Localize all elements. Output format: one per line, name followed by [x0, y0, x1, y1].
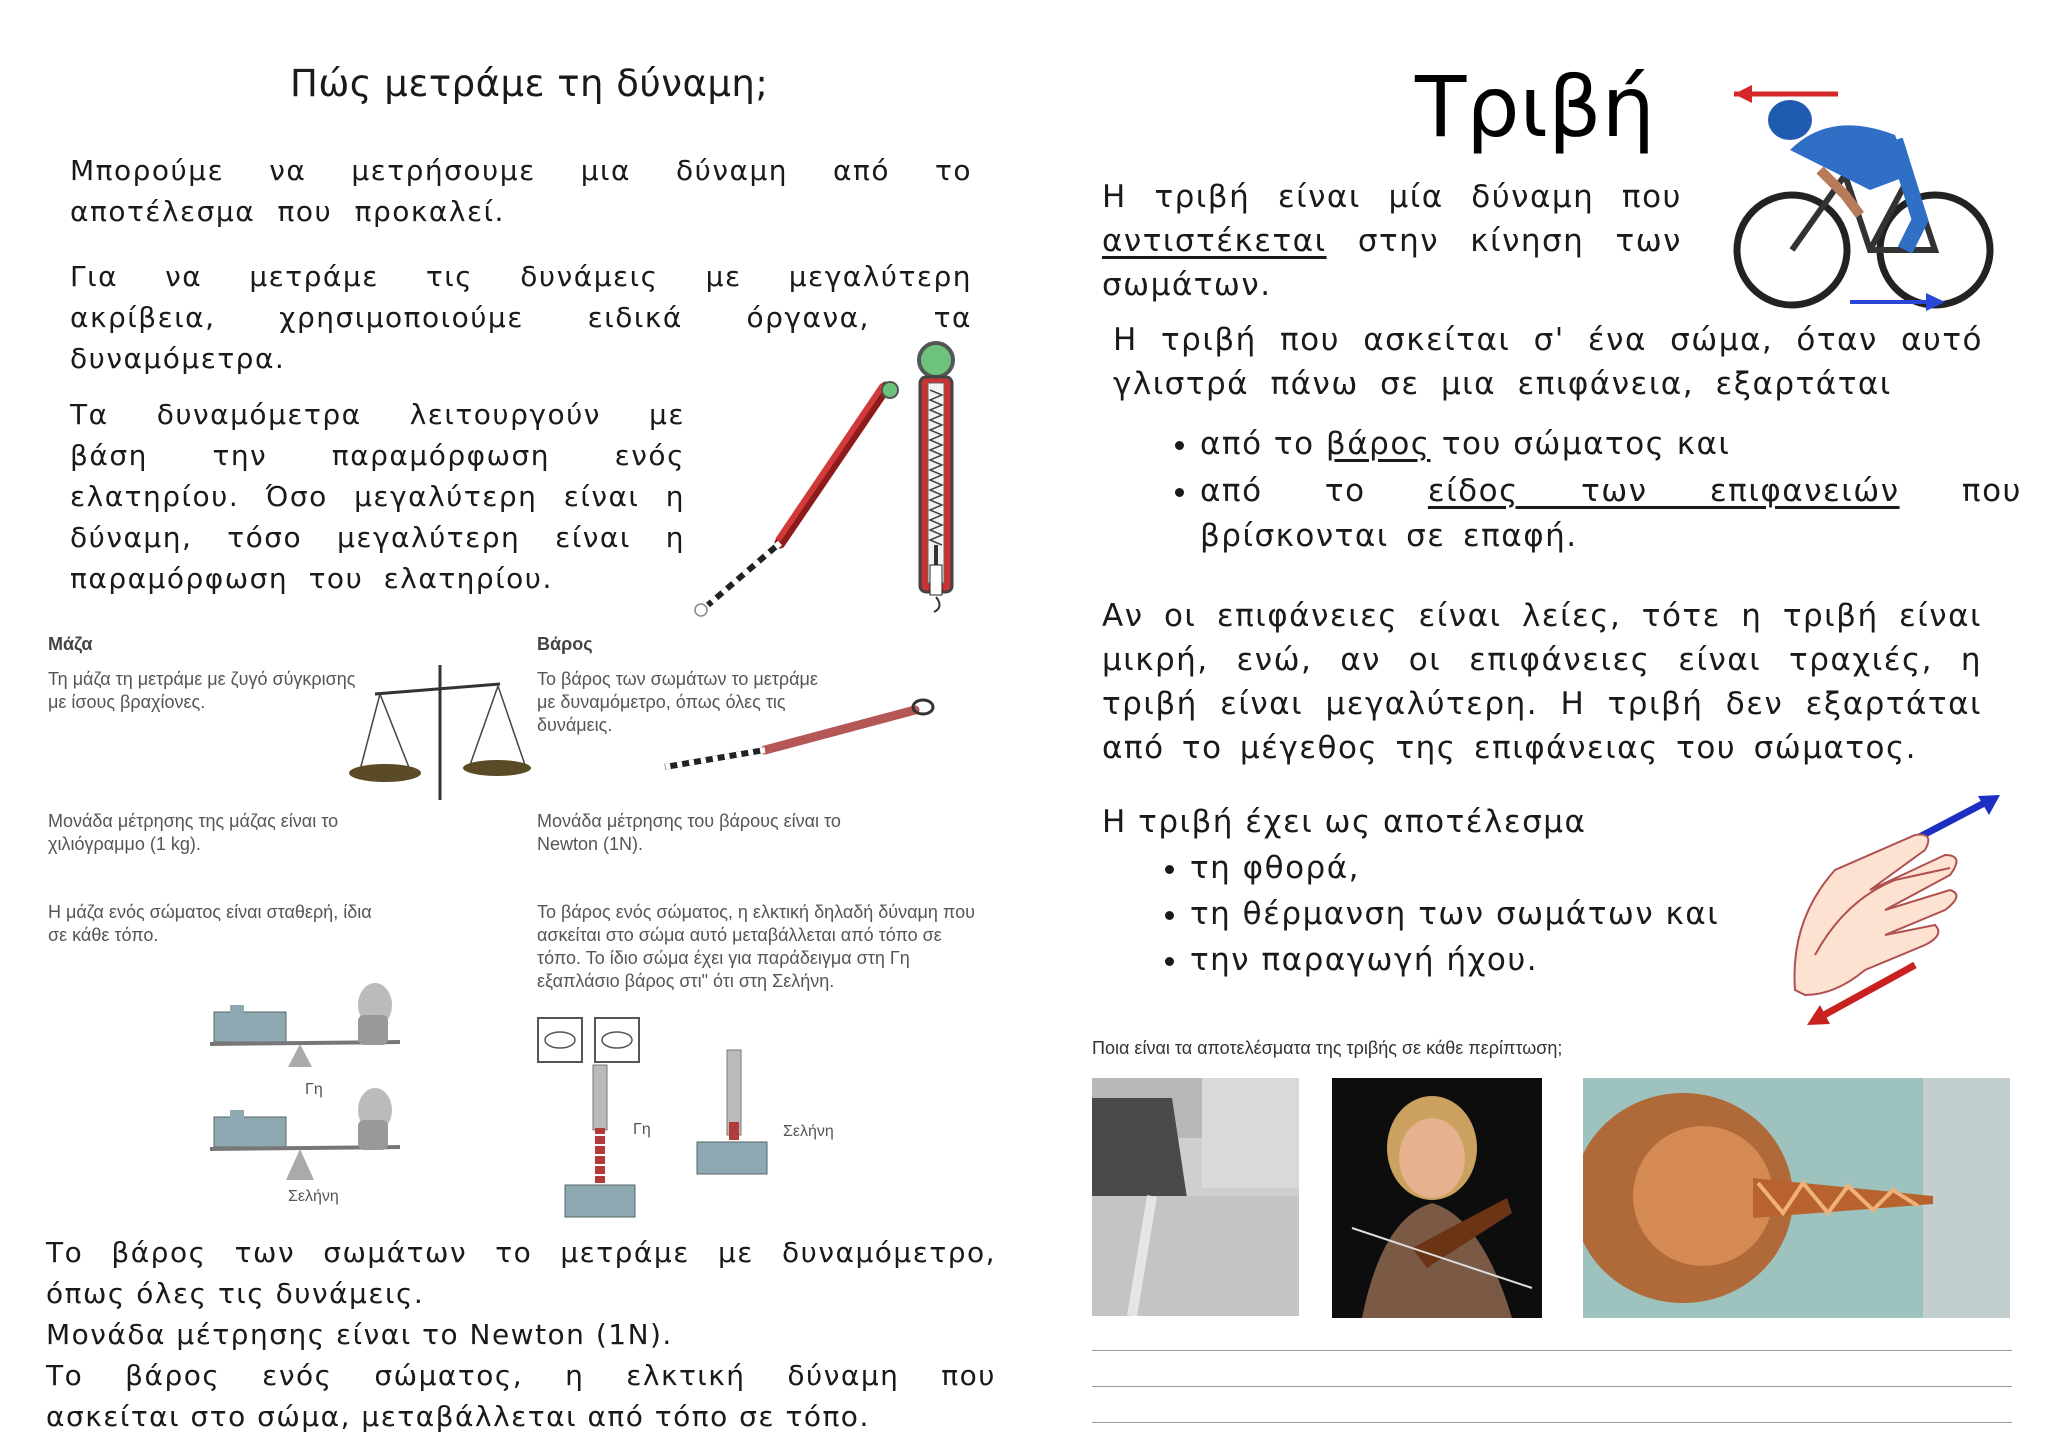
weight-text-3: Το βάρος ενός σώματος, η ελκτική δηλαδή δύναμη που ασκείται στο σώμα αυτό μεταβάλλεται από τόπο σε τόπο. Το ίδιο σώμα έχει για παράδειγμα στη Γη εξαπλάσιο βάρος στι" ότι στη Σελήνη.	[537, 902, 975, 991]
weight-earth-label: Γη	[633, 1121, 651, 1138]
weight-dynamometer-illustration	[655, 695, 945, 775]
mass-seesaw-illustration	[200, 975, 450, 1210]
mass-text-2: Μονάδα μέτρησης της μάζας είναι το χιλιόγραμμο (1 kg).	[48, 811, 339, 854]
weight-heading: Βάρος	[537, 634, 593, 654]
mass-text-3: Η μάζα ενός σώματος είναι σταθερή, ίδια σε κάθε τόπο.	[48, 902, 372, 945]
bottom-line-1: Το βάρος των σωμάτων το μετράμε με δυναμόμετρο,	[46, 1236, 996, 1269]
bottom-line-4: Το βάρος ενός σώματος, η ελκτική δύναμη που	[46, 1359, 996, 1392]
friction-effects-intro: Η τριβή έχει ως αποτέλεσμα	[1102, 804, 1587, 840]
effect-sound: • την παραγωγή ήχου.	[1190, 937, 1830, 983]
friction-intro-underlined: αντιστέκεται	[1102, 223, 1327, 259]
friction-effects-list	[1150, 845, 1830, 983]
right-page-title: Τριβή	[1415, 58, 1655, 156]
friction-intro-post: στην κίνηση των σωμάτων.	[1102, 223, 1682, 303]
friction-surfaces-paragraph: Αν οι επιφάνειες είναι λείες, τότε η τριβή είναι μικρή, ενώ, αν οι επιφάνειες είναι τραχιές, η τριβή είναι μεγαλύτερη. Η τριβή δεν εξαρτάται από το μέγεθος της επιφάνειας του σώματος.	[1102, 598, 1982, 766]
effect-wear: • τη φθορά,	[1190, 845, 1830, 891]
answer-line-1[interactable]	[1092, 1350, 2012, 1351]
cyclist-illustration	[1720, 80, 2010, 320]
friction-question: Ποια είναι τα αποτελέσματα της τριβής σε κάθε περίπτωση;	[1092, 1038, 1563, 1058]
bottom-line-5: ασκείται στο σώμα, μεταβάλλεται από τόπο σε τόπο.	[46, 1400, 870, 1433]
bottom-line-3: Μονάδα μέτρησης είναι το Newton (1N).	[46, 1318, 673, 1351]
rubbing-hands-illustration	[1775, 780, 2015, 1040]
weight-text-2: Μονάδα μέτρησης του βάρους είναι το Newton (1N).	[537, 811, 841, 854]
balance-scale-illustration	[340, 650, 540, 800]
factor-surface-pre: από το	[1200, 473, 1366, 509]
left-bottom-text	[46, 1232, 996, 1437]
factor-weight-post: του σώματος και	[1441, 426, 1731, 462]
mass-heading: Μάζα	[48, 634, 93, 654]
mass-text-1: Τη μάζα τη μετράμε με ζυγό σύγκρισης με ίσους βραχίονες.	[48, 669, 356, 712]
weight-moon-label: Σελήνη	[783, 1123, 834, 1140]
factor-weight-underlined: βάρος	[1325, 426, 1431, 462]
left-paragraph-1: Μπορούμε να μετρήσουμε μια δύναμη από το αποτέλεσμα που προκαλεί.	[70, 154, 972, 228]
diagonal-dynamometer	[695, 382, 898, 616]
answer-line-3[interactable]	[1092, 1422, 2012, 1423]
mass-earth-label: Γη	[305, 1081, 323, 1098]
dynamometers-illustration	[670, 335, 970, 635]
mass-moon-label: Σελήνη	[288, 1188, 339, 1205]
factor-surface	[1200, 469, 2022, 559]
left-paragraph-2: Για να μετράμε τις δυνάμεις με μεγαλύτερη ακρίβεια, χρησιμοποιούμε ειδικά όργανα, τα δυναμόμετρα.	[70, 260, 972, 375]
factor-surface-underlined: είδος των επιφανειών	[1427, 473, 1900, 509]
friction-intro	[1102, 175, 1682, 307]
girl-violin-photo	[1332, 1078, 1542, 1318]
friction-factors-list	[1160, 422, 2022, 559]
left-page-title: Πώς μετράμε τη δύναμη;	[290, 62, 769, 105]
vertical-dynamometer	[919, 343, 953, 612]
answer-line-2[interactable]	[1092, 1386, 2012, 1387]
effect-heating: • τη θέρμανση των σωμάτων και	[1190, 891, 1830, 937]
weight-springs-illustration	[535, 1010, 865, 1220]
drill-bit-photo	[1583, 1078, 2010, 1318]
bottom-line-2: όπως όλες τις δυνάμεις.	[46, 1277, 425, 1310]
friction-depends-paragraph: Η τριβή που ασκείται σ' ένα σώμα, όταν αυτό γλιστρά πάνω σε μια επιφάνεια, εξαρτάται	[1113, 322, 1983, 402]
factor-surface-post: που βρίσκονται σε επαφή.	[1200, 473, 2022, 554]
factor-weight	[1200, 422, 2022, 467]
factor-weight-pre: από το	[1200, 426, 1315, 462]
car-tire-photo	[1092, 1078, 1299, 1316]
left-paragraph-3: Τα δυναμόμετρα λειτουργούν με βάση την παραμόρφωση ενός ελατηρίου. Όσο μεγαλύτερη είναι η δύναμη, τόσο μεγαλύτερη είναι η παραμόρφωση του ελατηρίου.	[70, 398, 685, 595]
weight-text-1: Το βάρος των σωμάτων το μετράμε με δυναμόμετρο, όπως όλες τις δυνάμεις.	[537, 669, 818, 735]
friction-intro-pre: Η τριβή είναι μία δύναμη που	[1102, 179, 1682, 215]
